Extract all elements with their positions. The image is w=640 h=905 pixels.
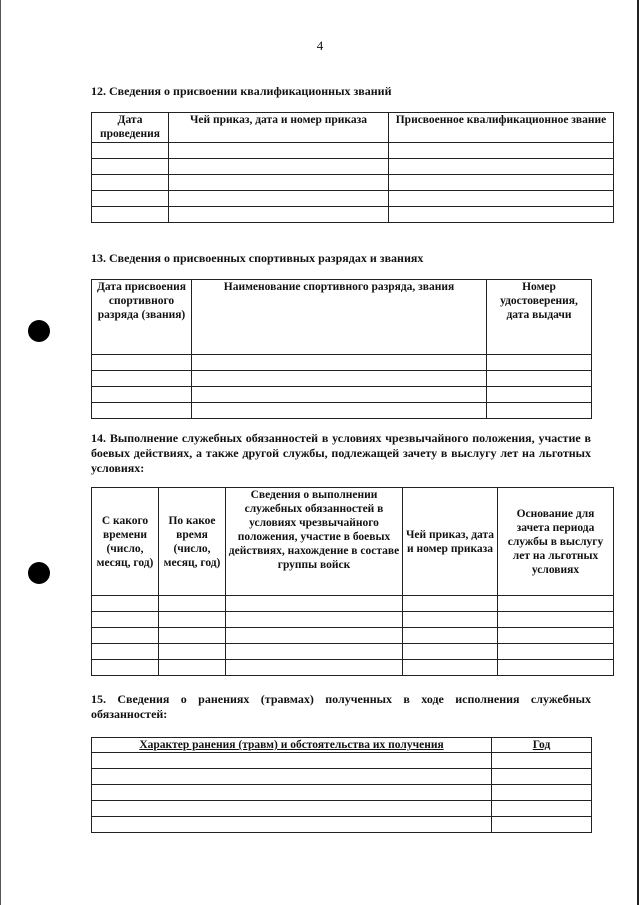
table-row [92, 159, 614, 175]
table-row [92, 785, 592, 801]
table-row [92, 371, 592, 387]
table-cell[interactable] [403, 628, 498, 644]
table-cell[interactable] [487, 355, 592, 371]
table-cell[interactable] [487, 403, 592, 419]
page-right-edge [637, 0, 639, 905]
table-header-row [92, 488, 614, 596]
table-row [92, 801, 592, 817]
column-header: Чей приказ, дата и номер приказа [403, 488, 498, 596]
table-cell[interactable] [487, 387, 592, 403]
table-cell[interactable] [169, 159, 389, 175]
section-14-table [91, 487, 614, 676]
page-left-edge [0, 0, 1, 905]
punch-hole-icon [28, 320, 50, 342]
table-cell[interactable] [492, 817, 592, 833]
table-cell[interactable] [226, 612, 403, 628]
section-12-title: 12. Сведения о присвоении квалификационных званий [91, 84, 392, 98]
page-number: 4 [316, 38, 324, 53]
table-cell[interactable] [169, 143, 389, 159]
column-header: Чей приказ, дата и номер приказа [169, 113, 389, 143]
table-cell[interactable] [226, 628, 403, 644]
column-header: Наименование спортивного разряда, звания [192, 280, 487, 355]
section-15-table [91, 737, 592, 833]
table-cell[interactable] [492, 785, 592, 801]
table-cell[interactable] [498, 644, 614, 660]
table-cell[interactable] [92, 207, 169, 223]
column-header: Дата проведения [92, 113, 169, 143]
table-cell[interactable] [403, 596, 498, 612]
section-13-title: 13. Сведения о присвоенных спортивных разрядах и званиях [91, 251, 424, 265]
table-cell[interactable] [498, 628, 614, 644]
table-cell[interactable] [492, 769, 592, 785]
table-header-row [92, 738, 592, 753]
table-cell[interactable] [226, 644, 403, 660]
column-header: Основание для зачета периода службы в выслугу лет на льготных условиях [498, 488, 614, 596]
table-cell[interactable] [159, 628, 226, 644]
table-cell[interactable] [92, 143, 169, 159]
table-cell[interactable] [159, 596, 226, 612]
table-row [92, 191, 614, 207]
table-cell[interactable] [487, 371, 592, 387]
table-cell[interactable] [498, 612, 614, 628]
table-cell[interactable] [492, 801, 592, 817]
table-cell[interactable] [498, 660, 614, 676]
table-cell[interactable] [389, 207, 614, 223]
table-cell[interactable] [159, 644, 226, 660]
punch-hole-icon [28, 562, 50, 584]
table-cell[interactable] [92, 753, 492, 769]
table-cell[interactable] [92, 644, 159, 660]
table-header-row [92, 280, 592, 355]
table-cell[interactable] [92, 596, 159, 612]
table-row [92, 403, 592, 419]
table-row [92, 660, 614, 676]
table-cell[interactable] [92, 371, 192, 387]
table-cell[interactable] [92, 191, 169, 207]
section-14-title: 14. Выполнение служебных обязанностей в условиях чрезвычайного положения, участие в боевых действиях, а также другой службы, подлежащей зачету в выслугу лет на льготных условиях: [91, 431, 591, 475]
section-13-table [91, 279, 592, 419]
table-cell[interactable] [92, 403, 192, 419]
table-row [92, 628, 614, 644]
section-15-title: 15. Сведения о ранениях (травмах) полученных в ходе исполнения служебных обязанностей: [91, 692, 591, 721]
table-row [92, 817, 592, 833]
column-header: По какое время (число, месяц, год) [159, 488, 226, 596]
table-cell[interactable] [498, 596, 614, 612]
table-cell[interactable] [192, 371, 487, 387]
table-row [92, 207, 614, 223]
table-cell[interactable] [389, 159, 614, 175]
table-cell[interactable] [403, 612, 498, 628]
table-cell[interactable] [92, 660, 159, 676]
column-header: Сведения о выполнении служебных обязанностей в условиях чрезвычайного положения, участие в боевых действиях, нахождение в составе группы войск [226, 488, 403, 596]
table-row [92, 596, 614, 612]
table-cell[interactable] [92, 769, 492, 785]
table-cell[interactable] [403, 660, 498, 676]
table-header-row [92, 113, 614, 143]
table-row [92, 644, 614, 660]
table-cell[interactable] [92, 387, 192, 403]
table-cell[interactable] [389, 143, 614, 159]
table-row [92, 753, 592, 769]
table-cell[interactable] [92, 785, 492, 801]
table-row [92, 387, 592, 403]
table-cell[interactable] [389, 175, 614, 191]
table-cell[interactable] [159, 612, 226, 628]
table-cell[interactable] [92, 612, 159, 628]
column-header: Присвоенное квалификационное звание [389, 113, 614, 143]
table-cell[interactable] [192, 403, 487, 419]
table-row [92, 175, 614, 191]
section-12-table [91, 112, 614, 223]
column-header: Дата присвоения спортивного разряда (звания) [92, 280, 192, 355]
table-cell[interactable] [403, 644, 498, 660]
table-cell[interactable] [192, 355, 487, 371]
column-header: Год [492, 738, 592, 753]
table-row [92, 612, 614, 628]
table-cell[interactable] [169, 191, 389, 207]
table-row [92, 769, 592, 785]
table-cell[interactable] [169, 207, 389, 223]
table-cell[interactable] [492, 753, 592, 769]
table-cell[interactable] [92, 175, 169, 191]
table-cell[interactable] [92, 628, 159, 644]
table-row [92, 143, 614, 159]
table-cell[interactable] [169, 175, 389, 191]
table-cell[interactable] [159, 660, 226, 676]
table-cell[interactable] [226, 660, 403, 676]
column-header: С какого времени (число, месяц, год) [92, 488, 159, 596]
table-cell[interactable] [92, 159, 169, 175]
table-cell[interactable] [192, 387, 487, 403]
table-cell[interactable] [92, 817, 492, 833]
column-header: Характер ранения (травм) и обстоятельства их получения [92, 738, 492, 753]
table-cell[interactable] [226, 596, 403, 612]
table-cell[interactable] [92, 355, 192, 371]
table-cell[interactable] [389, 191, 614, 207]
column-header: Номер удостоверения, дата выдачи [487, 280, 592, 355]
table-row [92, 355, 592, 371]
table-cell[interactable] [92, 801, 492, 817]
